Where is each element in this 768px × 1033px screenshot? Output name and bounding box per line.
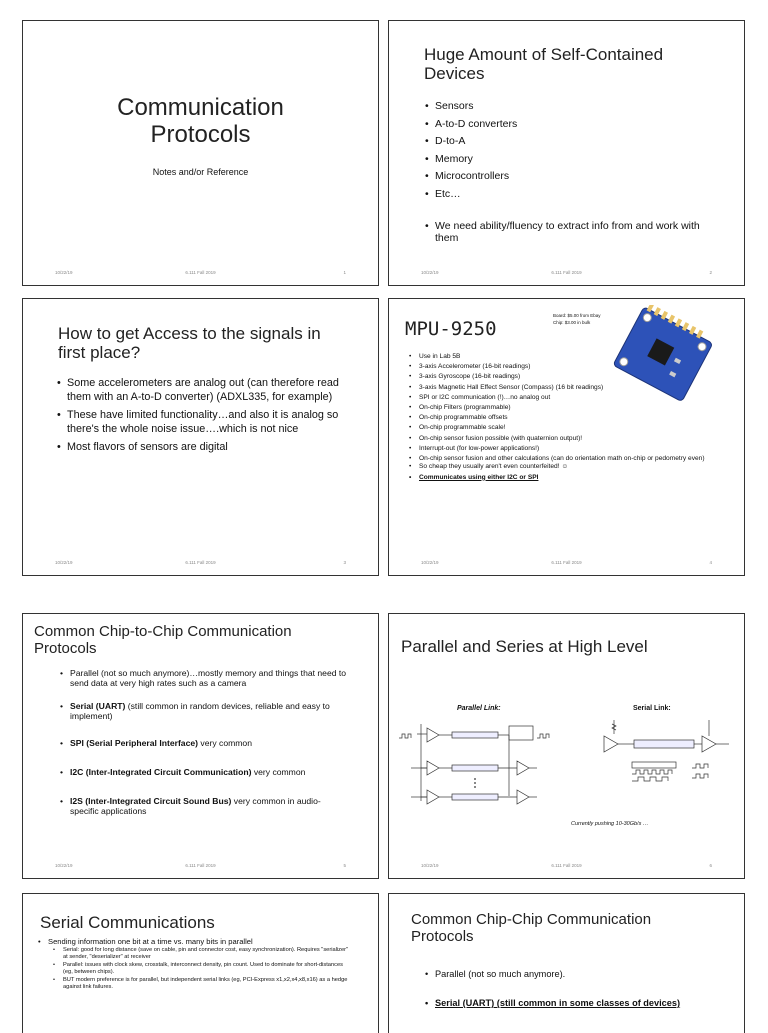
- slide-title: Parallel and Series at High Level: [401, 637, 648, 656]
- slide-title: MPU-9250: [405, 318, 497, 340]
- list-item: • BUT modern preference is for parallel, but independent serial links (eg, PCI-Express x1,x2,x4,x8,x16) as a hedge against link failures.: [53, 977, 354, 990]
- list-item: • D-to-A: [425, 133, 517, 151]
- bullet-list: [60, 668, 348, 816]
- slide-6: [388, 613, 745, 879]
- list-item: • Interrupt-out (for low-power applications!): [409, 445, 724, 454]
- list-item: • On-chip Filters (programmable): [409, 404, 724, 413]
- list-item: • On-chip programmable offsets: [409, 414, 724, 423]
- price-board: Board: $5.00 from Ebay: [553, 313, 601, 318]
- list-item: • Serial: good for long distance (save on cable, pin and connector cost, easy synchronization). Requires "serializer" at sender, "deserializer" at receiver: [53, 947, 354, 960]
- bullet-list: [425, 98, 517, 203]
- bullet-text: very common: [198, 738, 252, 748]
- footer-page-number: 4: [709, 560, 712, 565]
- slide-title: How to get Access to the signals in first place?: [58, 324, 321, 363]
- list-item: • Microcontrollers: [425, 168, 517, 186]
- sub-bullet-list: [53, 947, 354, 991]
- bullet-bold: I2S (Inter-Integrated Circuit Sound Bus): [70, 796, 232, 806]
- slide-7: [22, 893, 379, 1033]
- footer-course: 6.111 Fall 2019: [185, 863, 216, 868]
- list-item: • These have limited functionality…and also it is analog so there's the whole noise issue….which is not nice: [57, 409, 348, 436]
- slide-title: Serial Communications: [40, 913, 215, 932]
- footer-date: 10/22/19: [55, 560, 73, 565]
- footer-course: 6.111 Fall 2019: [551, 863, 582, 868]
- slide-title: Common Chip-Chip Communication Protocols: [411, 911, 652, 945]
- list-item: [60, 738, 348, 748]
- slide-8: [388, 893, 745, 1033]
- list-item: [425, 998, 724, 1009]
- slide-5: [22, 613, 379, 879]
- footer-page-number: 1: [343, 270, 346, 275]
- slide-title: Common Chip-to-Chip Communication Protocols: [34, 623, 292, 657]
- bullet-text: very common in audio-specific applications: [70, 796, 321, 816]
- slide-2: [388, 20, 745, 286]
- list-item: • Memory: [425, 151, 517, 169]
- list-item: • We need ability/fluency to extract info from and work with them: [425, 220, 704, 244]
- footer-date: 10/22/19: [55, 270, 73, 275]
- footer-course: 6.111 Fall 2019: [551, 560, 582, 565]
- list-item: • SPI or I2C communication (!)…no analog out: [409, 394, 724, 403]
- list-item: • Sensors: [425, 98, 517, 116]
- list-item: • Parallel (not so much anymore)…mostly memory and things that need to send data at very high rates such as a camera: [60, 668, 348, 688]
- footer-page-number: 2: [709, 270, 712, 275]
- bullet-text: (still common in random devices, reliable and easy to implement): [70, 701, 330, 721]
- footer-page-number: 3: [343, 560, 346, 565]
- bullet-bold: Serial (UART): [70, 701, 126, 711]
- note-list: [425, 220, 704, 244]
- list-item: • Sending information one bit at a time vs. many bits in parallel: [38, 937, 358, 946]
- list-item: • Etc…: [425, 186, 517, 204]
- list-item: • On-chip sensor fusion and other calculations (can do orientation math on-chip or pedometry even): [409, 455, 724, 462]
- bullet-text: very common: [251, 767, 306, 777]
- list-item: [60, 796, 348, 816]
- bullet-list: [409, 353, 724, 482]
- list-item: • On-chip programmable scale!: [409, 424, 724, 433]
- list-item: • 3-axis Gyroscope (16-bit readings): [409, 373, 724, 382]
- list-item: • A-to-D converters: [425, 116, 517, 134]
- last-bullet-text: Communicates using either I2C or SPI: [419, 473, 539, 481]
- serial-link-label: Serial Link:: [633, 705, 671, 712]
- bullet-bold: SPI (Serial Peripheral Interface): [70, 738, 199, 748]
- slide-3: [22, 298, 379, 576]
- parallel-link-diagram: [397, 716, 567, 811]
- slide-title: Communication Protocols: [117, 94, 284, 148]
- slide-subtitle: Notes and/or Reference: [152, 167, 249, 177]
- footer-date: 10/22/19: [421, 560, 439, 565]
- list-item: • Parallel: issues with clock skew, crosstalk, interconnect density, pin count. Used to dominate for short-distances (eg, between chips).: [53, 962, 354, 975]
- list-item: [60, 767, 348, 777]
- footer-course: 6.111 Fall 2019: [185, 560, 216, 565]
- list-item: • 3-axis Accelerometer (16-bit readings): [409, 363, 724, 372]
- list-item: • Use in Lab 5B: [409, 353, 724, 362]
- list-item: • Most flavors of sensors are digital: [57, 441, 348, 455]
- footer-course: 6.111 Fall 2019: [551, 270, 582, 275]
- bullet-list: [38, 937, 358, 946]
- footer-date: 10/22/19: [421, 270, 439, 275]
- footer-page-number: 5: [343, 863, 346, 868]
- list-item: • Some accelerometers are analog out (can therefore read them with an A-to-D converter) (ADXL335, for example): [57, 377, 348, 404]
- bullet-bold: I2C (Inter-Integrated Circuit Communication): [70, 767, 252, 777]
- slide-4: [388, 298, 745, 576]
- diagram-caption: Currently pushing 10-30Gb/s …: [571, 821, 649, 827]
- footer-page-number: 6: [709, 863, 712, 868]
- bullet-list: [57, 377, 348, 455]
- list-item: • Parallel (not so much anymore).: [425, 969, 724, 980]
- serial-link-diagram: [584, 716, 734, 791]
- slide-title: Huge Amount of Self-Contained Devices: [424, 45, 664, 84]
- list-item: • On-chip sensor fusion possible (with quaternion output)!: [409, 435, 724, 444]
- list-item: • 3-axis Magnetic Hall Effect Sensor (Compass) (16 bit readings): [409, 384, 724, 393]
- bullet-list: [425, 969, 724, 1009]
- price-chip: Chip: $3.00 in bulk: [553, 320, 591, 325]
- list-item: [60, 701, 348, 721]
- list-item: • So cheap they usually aren't even counterfeited! ☺: [409, 463, 724, 472]
- footer-course: 6.111 Fall 2019: [185, 270, 216, 275]
- footer-date: 10/22/19: [421, 863, 439, 868]
- footer-date: 10/22/19: [55, 863, 73, 868]
- parallel-link-label: Parallel Link:: [457, 705, 501, 712]
- bullet-text: Serial (UART) (still common in some classes of devices): [435, 998, 681, 1008]
- slide-1: [22, 20, 379, 286]
- list-item: [409, 474, 724, 483]
